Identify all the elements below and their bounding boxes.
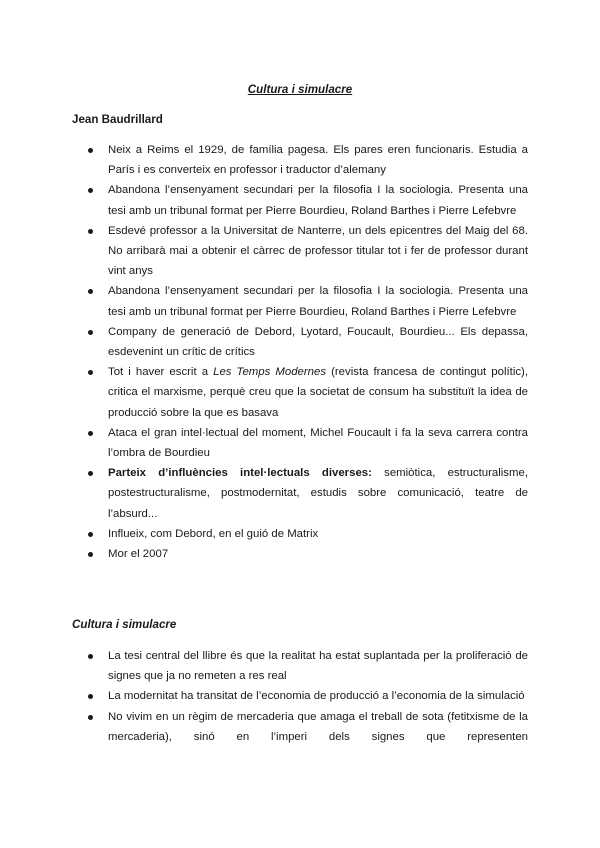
list-item: [0, 646, 600, 686]
list-item: [0, 544, 600, 564]
journal-title: Les Temps Modernes: [213, 366, 327, 379]
bullet-icon: [88, 532, 93, 537]
item-text: No vivim en un règim de mercaderia que amaga el treball de sota (fetitxisme de la mercaderia), sinó en l’imperi dels signes que representen: [108, 710, 528, 743]
bullet-icon: [88, 654, 93, 659]
bullet-icon: [88, 552, 93, 557]
bullet-icon: [88, 471, 93, 476]
item-text-after: (revista francesa de contingut polític), critica el marxisme, perquè creu que la societat de consum ha substituït la idea de producció sobre la que es basava: [108, 366, 529, 419]
list-item: [0, 707, 600, 747]
list-item: [0, 362, 600, 423]
list-item: [0, 423, 600, 463]
item-text: Abandona l’ensenyament secundari per la filosofia I la sociologia. Presenta una tesi amb un tribunal format per Pierre Bourdieu, Roland Barthes i Pierre Lefebvre: [108, 184, 528, 217]
author-heading: Jean Baudrillard: [72, 113, 163, 126]
item-text: La modernitat ha transitat de l’economia de producció a l’economia de la simulació: [108, 690, 525, 703]
item-text: Company de generació de Debord, Lyotard, Foucault, Bourdieu... Els depassa, esdevenint un crític de crítics: [108, 325, 528, 359]
item-text: La tesi central del llibre és que la realitat ha estat suplantada per la proliferació de signes que ja no remeten a res real: [108, 650, 528, 683]
item-text: Influeix, com Debord, en el guió de Matrix: [108, 527, 319, 540]
item-text: Neix a Reims el 1929, de família pagesa. Els pares eren funcionaris. Estudia a París i es converteix en professor i traductor d’alemany: [108, 144, 528, 177]
section-heading: Cultura i simulacre: [72, 618, 177, 631]
list-item: [0, 180, 600, 220]
bullet-icon: [88, 370, 93, 375]
item-bold-lead: Parteix d’influències intel·lectuals diverses:: [108, 467, 372, 480]
bullet-icon: [88, 229, 93, 234]
list-item: [0, 463, 600, 524]
bullet-icon: [88, 431, 93, 436]
bullet-icon: [88, 330, 93, 335]
item-text: Ataca el gran intel·lectual del moment, Michel Foucault i fa la seva carrera contra l’ombra de Bourdieu: [108, 426, 528, 460]
bullet-icon: [88, 289, 93, 294]
item-text: Mor el 2007: [108, 548, 169, 561]
list-item: [0, 221, 600, 282]
list-item: [0, 140, 600, 180]
item-text: Esdevé professor a la Universitat de Nanterre, un dels epicentres del Maig del 68. No arribarà mai a obtenir el càrrec de professor titular tot i fer de professor durant vint anys: [108, 224, 528, 278]
bullet-icon: [88, 694, 93, 699]
bullet-icon: [88, 715, 93, 720]
list-item: [0, 686, 600, 706]
list-item: [0, 281, 600, 321]
page-title: Cultura i simulacre: [247, 83, 353, 96]
bullet-icon: [88, 148, 93, 153]
list-item: [0, 524, 600, 544]
biography-list: [0, 140, 600, 564]
item-text: Abandona l’ensenyament secundari per la filosofia I la sociologia. Presenta una tesi amb un tribunal format per Pierre Bourdieu, Roland Barthes i Pierre Lefebvre: [108, 285, 528, 318]
list-item: [0, 322, 600, 362]
bullet-icon: [88, 188, 93, 193]
item-text-after: semiòtica, estructuralisme, postestructuralisme, postmodernitat, estudis sobre comunicació, teatre de l’absurd...: [108, 467, 528, 520]
section-points-list: [0, 646, 600, 747]
item-text-before: Tot i haver escrit a: [108, 366, 214, 379]
